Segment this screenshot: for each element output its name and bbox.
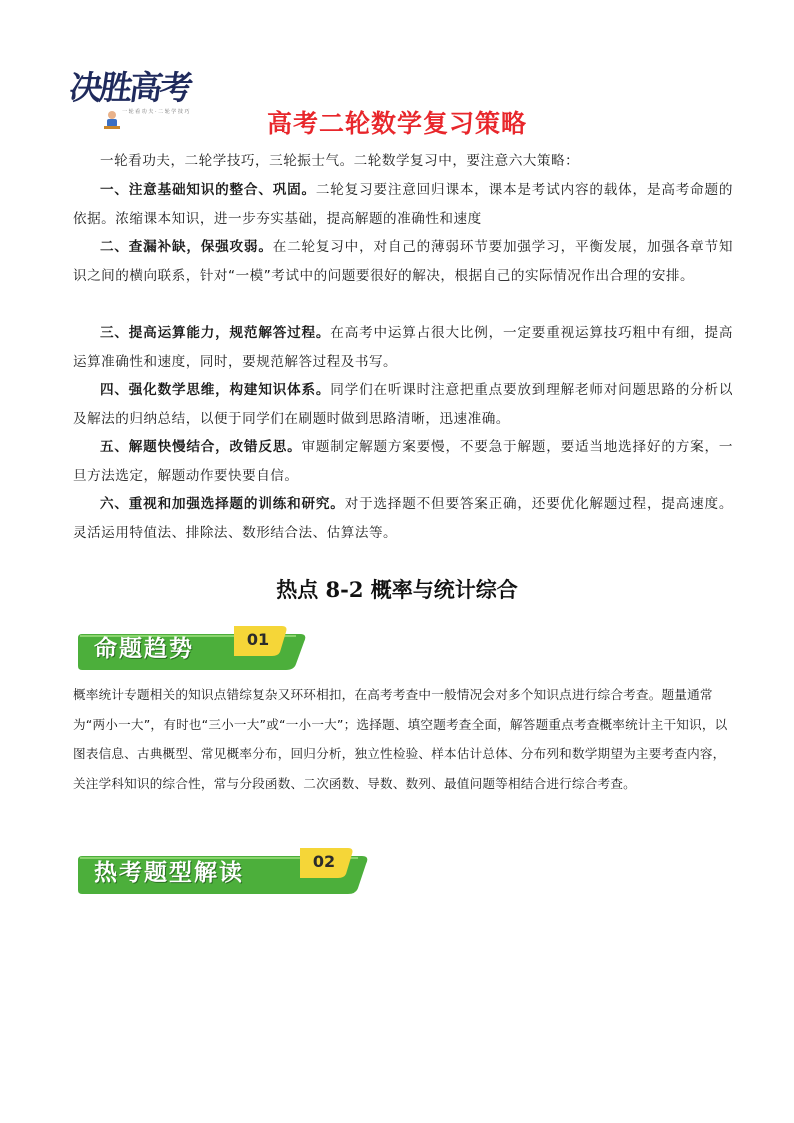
strategy-body: 二轮复习要注意回归课本，课本是考试内容的载体，是高考命题的依据。浓缩课本知识，进一步夯实基础，提高解题的准确性和速度 <box>73 182 734 227</box>
strategy-heading: 一、注意基础知识的整合、巩固。 <box>100 182 316 198</box>
strategy-heading: 三、提高运算能力，规范解答过程。 <box>100 325 331 341</box>
logo-tagline: 一 轮 看 功 夫 · 二 轮 学 技 巧 <box>122 109 190 115</box>
strategy-body: 在二轮复习中，对自己的薄弱环节要加强学习，平衡发展，加强各章节知识之间的横向联系，针对“一模”考试中的问题要很好的解决，根据自己的实际情况作出合理的安排。 <box>73 239 733 284</box>
strategy-heading: 二、查漏补缺，保强攻弱。 <box>100 239 273 255</box>
page-title: 高考二轮数学复习策略 <box>266 109 527 138</box>
section-title: 热点 8-2 概率与统计综合 <box>276 577 518 602</box>
strategy-paragraph <box>73 176 733 233</box>
strategy-paragraph <box>73 433 733 490</box>
banner-label: 热考题型解读 <box>94 859 244 886</box>
strategy-paragraph <box>73 376 733 433</box>
banner-number: 01 <box>246 630 270 649</box>
strategy-heading: 六、重视和加强选择题的训练和研究。 <box>100 496 345 512</box>
strategy-paragraph <box>73 490 733 547</box>
banner-question-types <box>74 846 374 894</box>
strategy-body: 在高考中运算占很大比例，一定要重视运算技巧粗中有细，提高运算准确性和速度，同时，要规范解答过程及书写。 <box>73 325 734 370</box>
strategy-body: 审题制定解题方案要慢，不要急于解题，要适当地选择好的方案，一旦方法选定，解题动作要快要自信。 <box>73 439 734 484</box>
strategy-heading: 五、解题快慢结合，改错反思。 <box>100 439 302 455</box>
strategy-heading: 四、强化数学思维，构建知识体系。 <box>100 382 331 398</box>
banner-number: 02 <box>312 852 336 871</box>
strategy-body: 对于选择题不但要答案正确，还要优化解题过程，提高速度。灵活运用特值法、排除法、数形结合法、估算法等。 <box>73 496 734 541</box>
strategy-paragraph <box>73 233 733 290</box>
logo-text: 决胜高考 <box>66 68 193 107</box>
intro-paragraph: 一轮看功夫，二轮学技巧，三轮振士气。二轮数学复习中，要注意六大策略： <box>100 153 580 169</box>
banner-trend <box>74 624 314 672</box>
banner-label: 命题趋势 <box>94 635 194 662</box>
strategy-body: 同学们在听课时注意把重点要放到理解老师对问题思路的分析以及解法的归纳总结，以便于同学们在刷题时做到思路清晰，迅速准确。 <box>73 382 734 427</box>
trend-paragraph: 概率统计专题相关的知识点错综复杂又环环相扣，在高考考查中一般情况会对多个知识点进行综合考查。题量通常为“两小一大”，有时也“三小一大”或“一小一大”；选择题、填空题考查全面，解答题重点考查概率统计主干知识，以图表信息、古典概型、常见概率分布，回归分析，独立性检验、样本估计总体、分布列和数学期望为主要考查内容，关注学科知识的综合性，常与分段函数、二次函数、导数、数列、最值问题等相结合进行综合考查。 <box>73 687 728 791</box>
strategy-paragraph <box>73 319 733 376</box>
